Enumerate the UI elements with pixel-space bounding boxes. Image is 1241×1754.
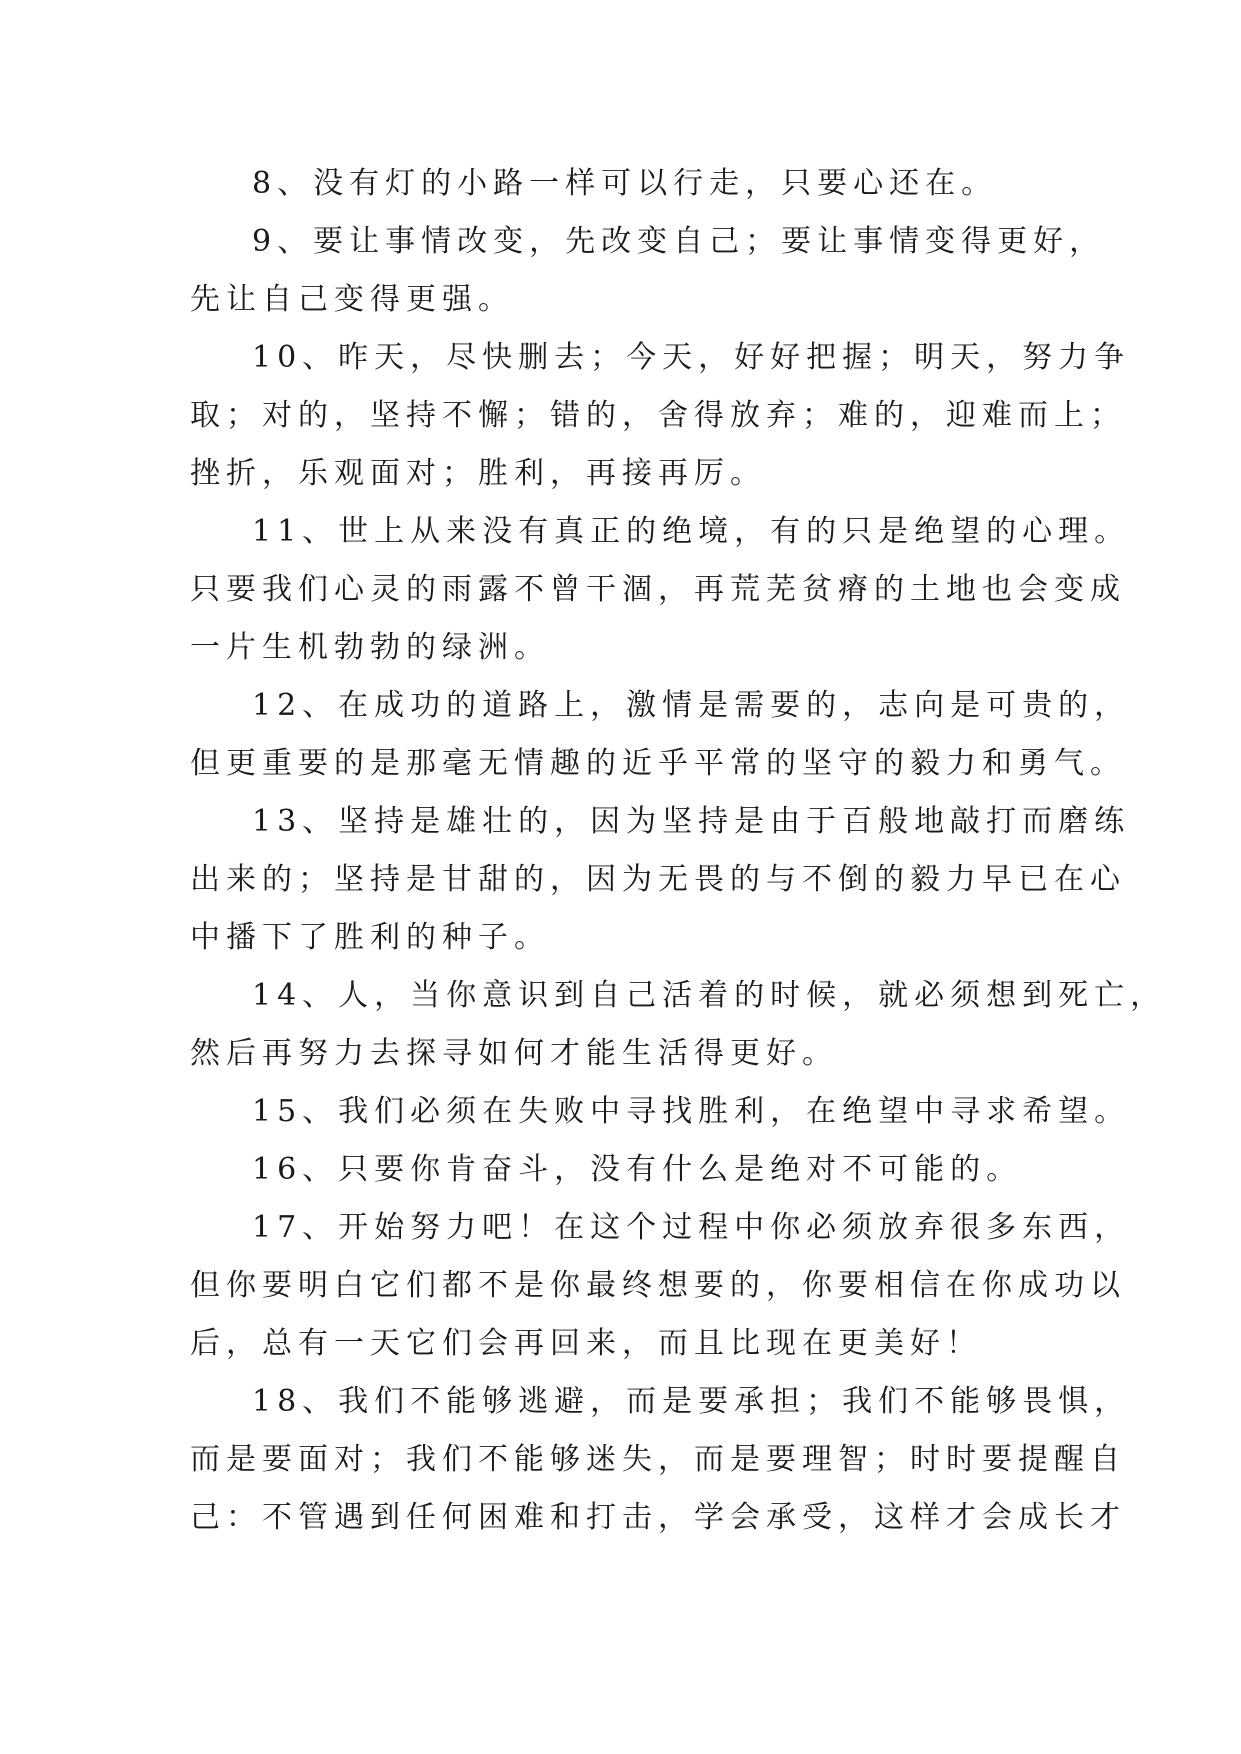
document-body bbox=[190, 155, 1167, 1547]
text-line: 己：不管遇到任何困难和打击，学会承受，这样才会成长才 bbox=[190, 1500, 1126, 1535]
text-line: 9、要让事情改变，先改变自己；要让事情变得更好， bbox=[252, 224, 1106, 259]
text-line: 11、世上从来没有真正的绝境，有的只是绝望的心理。 bbox=[252, 514, 1131, 549]
text-line: 但你要明白它们都不是你最终想要的，你要相信在你成功以 bbox=[190, 1268, 1126, 1303]
text-line: 中播下了胜利的种子。 bbox=[190, 920, 550, 955]
text-line: 而是要面对；我们不能够迷失，而是要理智；时时要提醒自 bbox=[190, 1442, 1126, 1477]
text-line: 只要我们心灵的雨露不曾干涸，再荒芜贫瘠的土地也会变成 bbox=[190, 572, 1126, 607]
text-line: 14、人，当你意识到自己活着的时候，就必须想到死亡， bbox=[252, 978, 1167, 1013]
text-line: 16、只要你肯奋斗，没有什么是绝对不可能的。 bbox=[252, 1152, 1023, 1187]
text-line: 15、我们必须在失败中寻找胜利，在绝望中寻求希望。 bbox=[252, 1094, 1131, 1129]
text-line: 挫折，乐观面对；胜利，再接再厉。 bbox=[190, 456, 766, 491]
text-line: 然后再努力去探寻如何才能生活得更好。 bbox=[190, 1036, 838, 1071]
text-line: 18、我们不能够逃避，而是要承担；我们不能够畏惧， bbox=[252, 1384, 1131, 1419]
text-line: 13、坚持是雄壮的，因为坚持是由于百般地敲打而磨练 bbox=[252, 804, 1131, 839]
text-line: 先让自己变得更强。 bbox=[190, 282, 514, 317]
text-line: 10、昨天，尽快删去；今天，好好把握；明天，努力争 bbox=[252, 340, 1131, 375]
text-line: 取；对的，坚持不懈；错的，舍得放弃；难的，迎难而上； bbox=[190, 398, 1126, 433]
text-line: 17、开始努力吧！在这个过程中你必须放弃很多东西， bbox=[252, 1210, 1131, 1245]
text-line: 一片生机勃勃的绿洲。 bbox=[190, 630, 550, 665]
text-line: 8、没有灯的小路一样可以行走，只要心还在。 bbox=[252, 166, 998, 201]
text-line: 但更重要的是那毫无情趣的近乎平常的坚守的毅力和勇气。 bbox=[190, 746, 1126, 781]
text-line: 12、在成功的道路上，激情是需要的，志向是可贵的， bbox=[252, 688, 1131, 723]
text-line: 出来的；坚持是甘甜的，因为无畏的与不倒的毅力早已在心 bbox=[190, 862, 1126, 897]
text-line: 后，总有一天它们会再回来，而且比现在更美好！ bbox=[190, 1326, 982, 1361]
